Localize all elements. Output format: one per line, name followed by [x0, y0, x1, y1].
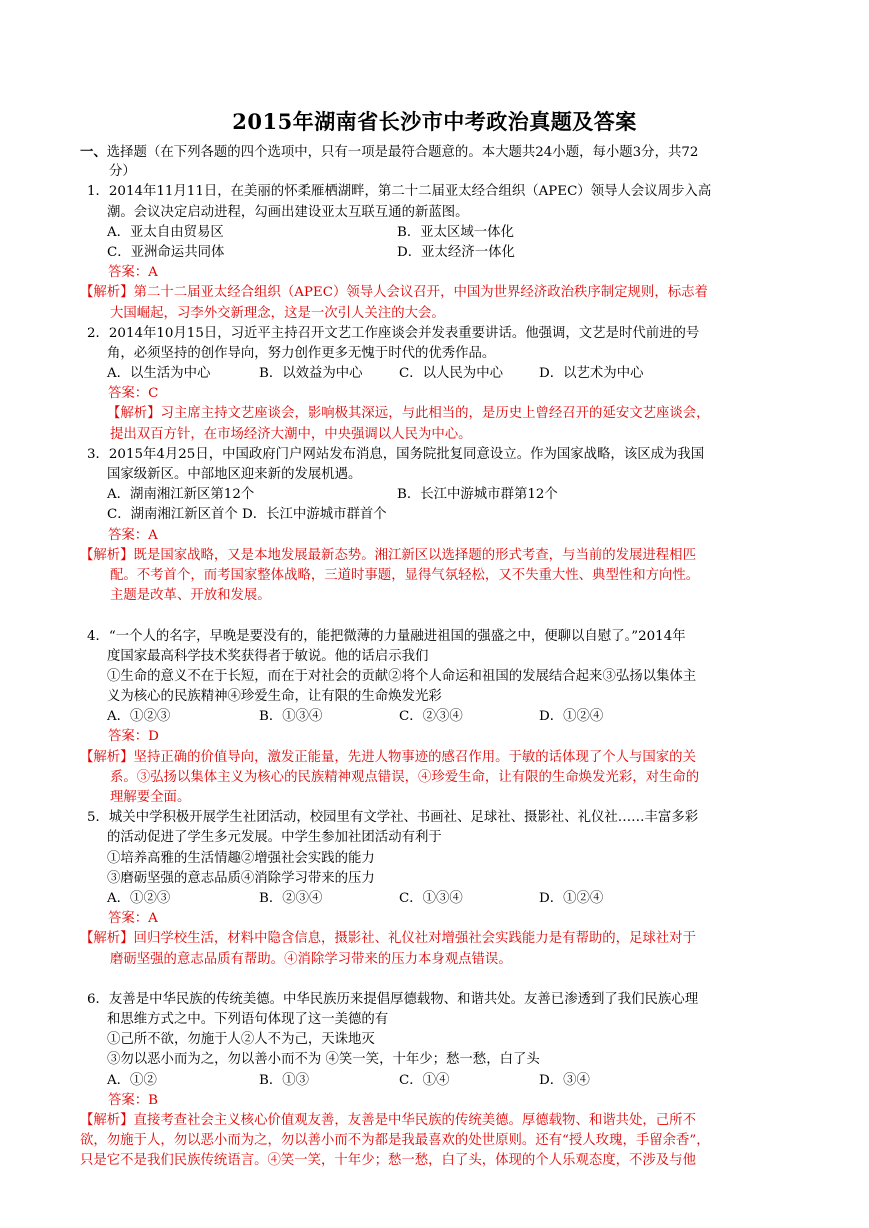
option-row	[80, 485, 792, 505]
explanation-cont: 提出双百方针，在市场经济大潮中，中央强调以人民为中心。	[110, 426, 472, 442]
answer: 答案：C	[108, 386, 159, 402]
option-a: A．①②③	[107, 890, 171, 906]
option-a: A．亚太自由贸易区	[107, 224, 224, 240]
option-b: B．①③④	[259, 709, 323, 725]
option-row	[80, 707, 792, 727]
explanation-cont: 主题是改革、开放和发展。	[110, 588, 271, 604]
question-3	[80, 445, 792, 607]
question-4	[80, 627, 792, 809]
answer: 答案：B	[108, 1092, 159, 1108]
explanation-cont: 磨砺坚强的意志品质有帮助。④消除学习带来的压力本身观点错误。	[110, 951, 512, 967]
option-b: B．②③④	[259, 890, 323, 906]
option-c: C．以人民为中心	[399, 366, 503, 382]
question-stem-cont: 角，必须坚持的创作导向，努力创作更多无愧于时代的优秀作品。	[107, 345, 496, 361]
question-2	[80, 324, 792, 445]
statement-line: ①培养高雅的生活情趣②增强社会实践的能力	[107, 850, 375, 866]
question-stem: 3．2015年4月25日，中国政府门户网站发布消息，国务院批复同意设立。作为国家战略，该区成为我国	[87, 446, 705, 462]
question-stem: 1．2014年11月11日，在美丽的怀柔雁栖湖畔，第二十二届亚太经合组织（APEC）领导人会议周步入高	[87, 184, 712, 200]
explanation-cont: 大国崛起，习李外交新理念，这是一次引人关注的大会。	[110, 305, 445, 321]
option-a: A．①②	[107, 1072, 157, 1088]
explanation-cont: 只是它不是我们民族传统语言。④笑一笑，十年少；愁一愁，白了头，体现的个人乐观态度，不涉及与他	[80, 1153, 696, 1169]
option-row	[80, 223, 792, 243]
option-d: D．③④	[539, 1072, 590, 1088]
option-d: D．①②④	[539, 709, 604, 725]
option-c: C．①④	[399, 1072, 450, 1088]
statement-line: ①生命的意义不在于长短，而在于对社会的贡献②将个人命运和祖国的发展结合起来③弘扬以集体主	[107, 668, 697, 684]
statement-line: ③磨砺坚强的意志品质④消除学习带来的压力	[107, 870, 375, 886]
question-stem-cont: 度国家最高科学技术奖获得者于敏说。他的话启示我们	[107, 648, 429, 664]
explanation: 【解析】习主席主持文艺座谈会，影响极其深远，与此相当的，是历史上曾经召开的延安文艺座谈会，	[107, 406, 710, 422]
question-stem: 6．友善是中华民族的传统美德。中华民族历来提倡厚德载物、和谐共处。友善已渗透到了我们民族心理	[87, 991, 699, 1007]
exam-content	[80, 142, 792, 1172]
statement-line: ①己所不欲，勿施于人②人不为己，天诛地灭	[107, 1032, 375, 1048]
option-a: A．以生活为中心	[107, 366, 211, 382]
option-a: A．①②③	[107, 709, 171, 725]
section-marker: 一、	[80, 144, 107, 160]
option-d: D．以艺术为中心	[539, 366, 644, 382]
answer: 答案：A	[108, 265, 158, 281]
option-row	[80, 889, 792, 909]
explanation-cont: 系。③弘扬以集体主义为核心的民族精神观点错误，④珍爱生命，让有限的生命焕发光彩，对生命的	[110, 769, 700, 785]
option-c: C．②③④	[399, 709, 463, 725]
explanation: 【解析】第二十二届亚太经合组织（APEC）领导人会议召开，中国为世界经济政治秩序制定规则，标志着	[80, 285, 708, 301]
question-stem-cont: 和思维方式之中。下列语句体现了这一美德的有	[107, 1012, 389, 1028]
explanation-cont: 配。不考首个，而考国家整体战略，三道时事题，显得气氛轻松，又不失重大性、典型性和方向性。	[110, 567, 700, 583]
option-b: B．亚太区域一体化	[397, 224, 514, 240]
explanation: 【解析】坚持正确的价值导向，激发正能量，先进人物事迹的感召作用。于敏的话体现了个人与国家的关	[80, 749, 696, 765]
explanation-cont: 欲，勿施于人，勿以恶小而为之，勿以善小而不为都是我最喜欢的处世原则。还有“授人玫瑰，手留余香”，	[80, 1133, 710, 1149]
explanation: 【解析】直接考查社会主义核心价值观友善，友善是中华民族的传统美德。厚德载物、和谐共处，己所不	[80, 1113, 696, 1128]
option-b: B．①③	[259, 1072, 310, 1088]
option-b: B．以效益为中心	[259, 366, 363, 382]
explanation-cont: 理解要全面。	[110, 790, 191, 805]
section-heading-text: 选择题（在下列各题的四个选项中，只有一项是最符合题意的。本大题共24小题，每小题3分，共72	[106, 145, 699, 160]
statement-line: ③勿以恶小而为之，勿以善小而不为 ④笑一笑，十年少；愁一愁，白了头	[107, 1052, 540, 1068]
option-a: A．湖南湘江新区第12个	[107, 487, 255, 503]
question-stem-cont: 潮。会议决定启动进程，勾画出建设亚太互联互通的新蓝图。	[107, 204, 469, 220]
question-1	[80, 182, 792, 323]
option-row	[80, 364, 792, 384]
question-5	[80, 808, 792, 970]
answer: 答案：D	[108, 729, 159, 745]
page-title: 2015年湖南省长沙市中考政治真题及答案	[232, 109, 637, 134]
question-stem: 2．2014年10月15日，习近平主持召开文艺工作座谈会并发表重要讲话。他强调，文艺是时代前进的号	[87, 325, 700, 341]
option-d: D．亚太经济一体化	[397, 244, 515, 260]
option-c: C．①③④	[399, 890, 463, 906]
statement-line: 义为核心的民族精神④珍爱生命，让有限的生命焕发光彩	[107, 689, 442, 705]
question-6	[80, 990, 792, 1172]
option-d: D．①②④	[539, 890, 604, 906]
question-stem-cont: 的活动促进了学生多元发展。中学生参加社团活动有利于	[107, 830, 442, 846]
option-b: B．长江中游城市群第12个	[397, 487, 558, 503]
option-row	[80, 1071, 792, 1091]
explanation: 【解析】回归学校生活，材料中隐含信息，摄影社、礼仪社对增强社会实践能力是有帮助的，足球社对于	[80, 931, 696, 947]
spacer	[80, 970, 792, 990]
section-heading-cont: 分）	[109, 164, 136, 180]
option-row-cd: C．湖南湘江新区首个 D．长江中游城市群首个	[107, 507, 387, 523]
option-row	[80, 243, 792, 263]
option-c: C．亚洲命运共同体	[107, 244, 225, 260]
question-stem-cont: 国家级新区。中部地区迎来新的发展机遇。	[107, 467, 362, 482]
section-heading	[80, 142, 792, 162]
question-stem: 4．“一个人的名字，早晚是要没有的，能把微薄的力量融进祖国的强盛之中，便聊以自慰了。”2014年	[87, 628, 686, 644]
explanation: 【解析】既是国家战略，又是本地发展最新态势。湘江新区以选择题的形式考查，与当前的发展进程相匹	[80, 547, 696, 563]
answer: 答案：A	[108, 527, 158, 543]
spacer	[80, 606, 792, 626]
answer: 答案：A	[108, 911, 158, 927]
question-stem: 5．城关中学积极开展学生社团活动，校园里有文学社、书画社、足球社、摄影社、礼仪社……丰富多彩	[87, 810, 699, 826]
